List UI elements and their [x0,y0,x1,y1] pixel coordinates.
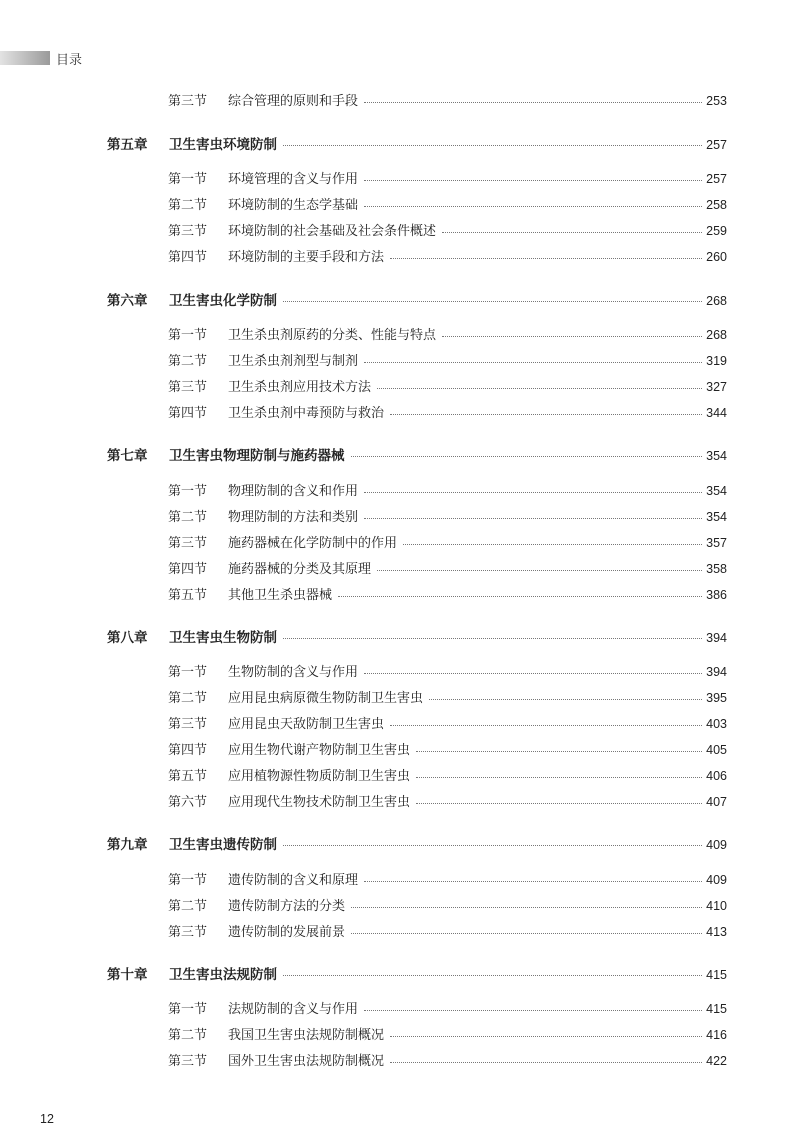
toc-section-entry[interactable] [168,1050,727,1070]
dot-leader [283,300,702,302]
toc-entry-number: 第二节 [168,899,208,914]
dot-leader [429,698,702,700]
dot-leader [364,101,702,103]
dot-leader [364,517,702,519]
toc-section-entry[interactable] [168,791,727,811]
toc-entry-number: 第九章 [107,837,148,853]
dot-leader [351,906,702,908]
toc-entry-title: 卫生害虫物理防制与施药器械 [169,448,345,464]
toc-entry-title: 综合管理的原则和手段 [228,94,359,109]
toc-entry-page: 403 [706,717,727,731]
toc-entry-number: 第三节 [168,925,208,940]
toc-entry-title: 其他卫生杀虫器械 [228,588,333,603]
toc-entry-page: 253 [706,94,727,108]
toc-entry-title: 我国卫生害虫法规防制概况 [228,1028,385,1043]
toc-entry-page: 257 [706,172,727,186]
toc-section-entry[interactable] [168,869,727,889]
toc-entry-title: 环境防制的生态学基础 [228,198,359,213]
toc-entry-number: 第四节 [168,250,208,265]
toc-entry-title: 生物防制的含义与作用 [228,665,359,680]
toc-entry-page: 410 [706,899,727,913]
toc-section-entry[interactable] [168,584,727,604]
toc-entry-title: 国外卫生害虫法规防制概况 [228,1054,385,1069]
dot-leader [390,724,702,726]
toc-entry-number: 第四节 [168,406,208,421]
toc-entry-number: 第四节 [168,743,208,758]
toc-entry-page: 327 [706,380,727,394]
toc-entry-number: 第一节 [168,873,208,888]
toc-chapter-entry[interactable] [107,833,727,853]
toc-section-entry[interactable] [168,1024,727,1044]
toc-entry-page: 344 [706,406,727,420]
toc-section-entry[interactable] [168,168,727,188]
toc-entry-number: 第三节 [168,717,208,732]
toc-section-entry[interactable] [168,739,727,759]
toc-section-entry[interactable] [168,558,727,578]
toc-entry-title: 卫生杀虫剂原药的分类、性能与特点 [228,328,437,343]
toc-entry-number: 第一节 [168,484,208,499]
dot-leader [364,205,702,207]
toc-chapter-entry[interactable] [107,963,727,983]
toc-entry-title: 卫生杀虫剂应用技术方法 [228,380,372,395]
toc-entry-title: 环境管理的含义与作用 [228,172,359,187]
dot-leader [283,974,702,976]
dot-leader [390,257,702,259]
toc-entry-number: 第二节 [168,510,208,525]
toc-chapter-entry[interactable] [107,133,727,153]
page-number: 12 [40,1112,54,1126]
toc-entry-title: 环境防制的社会基础及社会条件概述 [228,224,437,239]
toc-entry-number: 第七章 [107,448,148,464]
toc-section-entry[interactable] [168,402,727,422]
toc-section-entry[interactable] [168,895,727,915]
toc-entry-title: 卫生杀虫剂剂型与制剂 [228,354,359,369]
dot-leader [403,543,702,545]
toc-entry-title: 应用昆虫病原微生物防制卫生害虫 [228,691,424,706]
toc-entry-title: 卫生害虫环境防制 [169,137,277,153]
toc-entry-title: 施药器械的分类及其原理 [228,562,372,577]
header-decoration-bar [0,51,50,65]
toc-entry-page: 422 [706,1054,727,1068]
toc-entry-title: 卫生杀虫剂中毒预防与救治 [228,406,385,421]
toc-section-entry[interactable] [168,998,727,1018]
toc-entry-title: 卫生害虫法规防制 [169,967,277,983]
dot-leader [377,569,702,571]
toc-section-entry[interactable] [168,687,727,707]
toc-entry-number: 第五节 [168,588,208,603]
toc-section-entry[interactable] [168,506,727,526]
toc-entry-number: 第三节 [168,94,208,109]
toc-entry-page: 407 [706,795,727,809]
toc-entry-title: 应用昆虫天敌防制卫生害虫 [228,717,385,732]
dot-leader [390,1035,702,1037]
toc-entry-number: 第十章 [107,967,148,983]
dot-leader [442,335,702,337]
dot-leader [283,637,702,639]
toc-entry-page: 413 [706,925,727,939]
toc-entry-title: 法规防制的含义与作用 [228,1002,359,1017]
toc-section-entry[interactable] [168,194,727,214]
toc-section-entry[interactable] [168,713,727,733]
toc-chapter-entry[interactable] [107,626,727,646]
toc-entry-page: 406 [706,769,727,783]
toc-entry-page: 405 [706,743,727,757]
toc-entry-number: 第二节 [168,198,208,213]
toc-entry-page: 354 [706,484,727,498]
toc-entry-number: 第三节 [168,380,208,395]
dot-leader [351,455,703,457]
toc-entry-title: 遗传防制的发展前景 [228,925,346,940]
toc-entry-page: 260 [706,250,727,264]
toc-chapter-entry[interactable] [107,444,727,464]
toc-entry-page: 395 [706,691,727,705]
toc-entry-number: 第二节 [168,354,208,369]
toc-entry-title: 物理防制的含义和作用 [228,484,359,499]
toc-entry-page: 415 [706,968,727,982]
toc-entry-page: 409 [706,873,727,887]
toc-entry-title: 卫生害虫遗传防制 [169,837,277,853]
toc-section-entry[interactable] [168,246,727,266]
dot-leader [364,179,702,181]
toc-entry-page: 257 [706,138,727,152]
dot-leader [364,880,702,882]
toc-entry-title: 环境防制的主要手段和方法 [228,250,385,265]
dot-leader [416,776,702,778]
toc-entry-number: 第三节 [168,536,208,551]
dot-leader [364,361,702,363]
toc-entry-title: 遗传防制的含义和原理 [228,873,359,888]
toc-section-entry[interactable] [168,350,727,370]
toc-entry-title: 遗传防制方法的分类 [228,899,346,914]
toc-section-entry[interactable] [168,661,727,681]
toc-entry-title: 施药器械在化学防制中的作用 [228,536,398,551]
dot-leader [442,231,702,233]
toc-entry-number: 第八章 [107,630,148,646]
toc-section-entry[interactable] [168,921,727,941]
toc-chapter-entry[interactable] [107,289,727,309]
toc-entry-page: 354 [706,510,727,524]
dot-leader [416,802,702,804]
dot-leader [364,1009,702,1011]
toc-entry-number: 第一节 [168,1002,208,1017]
toc-entry-number: 第六章 [107,293,148,309]
toc-entry-page: 386 [706,588,727,602]
toc-entry-number: 第一节 [168,665,208,680]
toc-entry-number: 第三节 [168,1054,208,1069]
toc-entry-number: 第一节 [168,172,208,187]
dot-leader [351,932,702,934]
toc-entry-page: 394 [706,631,727,645]
toc-entry-number: 第三节 [168,224,208,239]
toc-section-entry[interactable] [168,480,727,500]
toc-entry-number: 第五章 [107,137,148,153]
toc-entry-page: 416 [706,1028,727,1042]
toc-section-entry[interactable] [168,324,727,344]
toc-section-entry[interactable] [168,532,727,552]
toc-entry-page: 354 [706,449,727,463]
toc-entry-page: 259 [706,224,727,238]
toc-section-entry[interactable] [168,90,727,110]
toc-entry-number: 第二节 [168,1028,208,1043]
toc-entry-page: 409 [706,838,727,852]
toc-entry-page: 358 [706,562,727,576]
toc-section-entry[interactable] [168,220,727,240]
toc-entry-number: 第一节 [168,328,208,343]
dot-leader [283,144,702,146]
dot-leader [377,387,702,389]
toc-entry-number: 第六节 [168,795,208,810]
dot-leader [390,1061,702,1063]
toc-entry-page: 268 [706,328,727,342]
dot-leader [390,413,702,415]
toc-entry-page: 268 [706,294,727,308]
dot-leader [364,672,702,674]
toc-entry-page: 357 [706,536,727,550]
dot-leader [283,844,702,846]
toc-entry-title: 应用现代生物技术防制卫生害虫 [228,795,411,810]
toc-entry-title: 物理防制的方法和类别 [228,510,359,525]
toc-entry-title: 应用生物代谢产物防制卫生害虫 [228,743,411,758]
toc-entry-number: 第二节 [168,691,208,706]
toc-entry-title: 卫生害虫生物防制 [169,630,277,646]
dot-leader [364,491,702,493]
toc-entry-page: 415 [706,1002,727,1016]
dot-leader [416,750,702,752]
toc-section-entry[interactable] [168,765,727,785]
toc-entry-number: 第五节 [168,769,208,784]
toc-entry-page: 319 [706,354,727,368]
toc-entry-title: 应用植物源性物质防制卫生害虫 [228,769,411,784]
toc-entry-page: 394 [706,665,727,679]
toc-section-entry[interactable] [168,376,727,396]
dot-leader [338,595,702,597]
running-header-title: 目录 [56,53,83,68]
toc-entry-page: 258 [706,198,727,212]
toc-entry-number: 第四节 [168,562,208,577]
toc-entry-title: 卫生害虫化学防制 [169,293,277,309]
